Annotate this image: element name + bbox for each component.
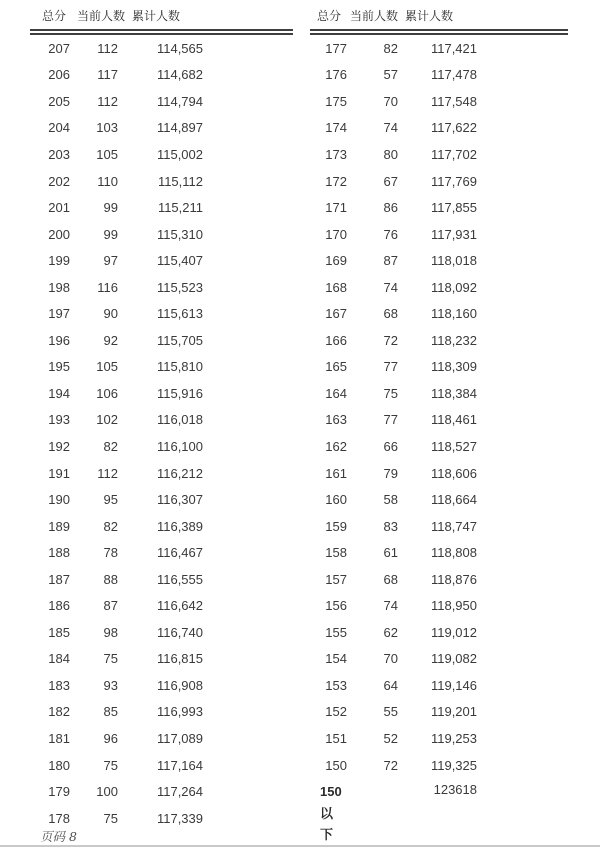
cumulative-count-cell: 116,018 (156, 412, 203, 428)
score-cell: 181 (48, 730, 70, 746)
cumulative-count-cell: 115,705 (156, 332, 203, 348)
cumulative-count-cell: 117,622 (430, 120, 477, 136)
table-rows-left (30, 35, 293, 831)
score-cell: 193 (48, 412, 70, 428)
table-row (30, 194, 293, 221)
table-row (30, 88, 293, 115)
below-150-cumulative-value: 123618 (433, 782, 477, 798)
score-cell: 187 (48, 571, 70, 587)
table-row (310, 327, 568, 354)
table-row (30, 247, 293, 274)
score-cell: 194 (48, 385, 70, 401)
table-row (30, 433, 293, 460)
table-row (310, 274, 568, 301)
score-cell: 163 (325, 412, 347, 428)
table-row (30, 486, 293, 513)
table-row (30, 35, 293, 62)
table-row (30, 778, 293, 805)
table-row (310, 141, 568, 168)
score-cell: 198 (48, 279, 70, 295)
table-row (310, 88, 568, 115)
cumulative-count-cell: 118,160 (430, 306, 477, 322)
cumulative-count-cell: 115,916 (156, 385, 203, 401)
current-count-cell: 80 (383, 146, 398, 162)
cumulative-count-cell: 118,018 (430, 253, 477, 269)
cumulative-count-cell: 116,467 (156, 545, 203, 561)
score-cell: 175 (325, 93, 347, 109)
score-cell: 150 (325, 757, 347, 773)
current-count-cell: 77 (383, 412, 398, 428)
current-count-cell: 75 (103, 757, 118, 773)
current-count-cell: 116 (97, 279, 118, 295)
current-count-cell: 52 (383, 730, 398, 746)
below-150-row (310, 781, 568, 846)
cumulative-count-cell: 115,523 (156, 279, 203, 295)
score-cell: 200 (48, 226, 70, 242)
table-row (310, 35, 568, 62)
cumulative-count-cell: 118,606 (430, 465, 477, 481)
table-row (310, 539, 568, 566)
score-cell: 152 (325, 704, 347, 720)
score-cell: 205 (48, 93, 70, 109)
cumulative-count-cell: 117,339 (156, 810, 203, 826)
score-cell: 161 (325, 465, 347, 481)
score-cell: 166 (325, 332, 347, 348)
cumulative-count-cell: 116,307 (156, 492, 203, 508)
current-count-cell: 76 (383, 226, 398, 242)
table-row (310, 460, 568, 487)
current-count-cell: 103 (96, 120, 118, 136)
current-count-cell: 106 (96, 385, 118, 401)
score-cell: 177 (325, 40, 347, 56)
table-row (30, 699, 293, 726)
score-cell: 176 (325, 67, 347, 83)
table-row (310, 752, 568, 779)
current-count-cell: 75 (103, 651, 118, 667)
score-cell: 191 (48, 465, 70, 481)
cumulative-count-cell: 115,407 (156, 253, 203, 269)
table-row (310, 115, 568, 142)
header-cumulative-count: 累计人数 (132, 9, 181, 23)
table-row (310, 672, 568, 699)
below-150-label (310, 781, 347, 846)
header-cumulative-count: 累计人数 (405, 9, 454, 23)
score-cell: 169 (325, 253, 347, 269)
current-count-cell: 77 (383, 359, 398, 375)
below-150-label-line: 150 (320, 784, 342, 800)
current-count-cell: 55 (383, 704, 398, 720)
score-cell: 173 (325, 146, 347, 162)
current-count-cell: 78 (103, 545, 118, 561)
current-count-cell: 74 (383, 598, 398, 614)
score-cell: 174 (325, 120, 347, 136)
table-header-right (310, 0, 568, 29)
score-cell: 153 (325, 677, 347, 693)
cumulative-count-cell: 116,740 (156, 624, 203, 640)
cumulative-count-cell: 116,642 (156, 598, 203, 614)
current-count-cell: 68 (383, 571, 398, 587)
current-count-cell: 99 (103, 200, 118, 216)
score-cell: 199 (48, 253, 70, 269)
score-cell: 162 (325, 438, 347, 454)
score-cell: 178 (48, 810, 70, 826)
current-count-cell: 74 (383, 279, 398, 295)
score-table-right (310, 0, 568, 846)
current-count-cell: 64 (383, 677, 398, 693)
score-cell: 185 (48, 624, 70, 640)
header-current-count: 当前人数 (77, 9, 126, 23)
cumulative-count-cell: 118,950 (430, 598, 477, 614)
cumulative-count-cell: 117,164 (156, 757, 203, 773)
table-row (30, 566, 293, 593)
score-cell: 151 (325, 730, 347, 746)
cumulative-count-cell: 118,309 (430, 359, 477, 375)
score-cell: 172 (325, 173, 347, 189)
current-count-cell: 117 (97, 67, 118, 83)
table-header-left (30, 0, 293, 29)
cumulative-count-cell: 117,421 (430, 40, 477, 56)
score-cell: 192 (48, 438, 70, 454)
header-score: 总分 (42, 9, 67, 23)
table-row (30, 539, 293, 566)
current-count-cell: 100 (96, 784, 118, 800)
score-cell: 167 (325, 306, 347, 322)
score-cell: 195 (48, 359, 70, 375)
cumulative-count-cell: 116,555 (156, 571, 203, 587)
below-150-label-line: 以 (320, 805, 334, 821)
current-count-cell: 72 (383, 332, 398, 348)
current-count-cell: 75 (103, 810, 118, 826)
current-count-cell: 98 (103, 624, 118, 640)
cumulative-count-cell: 115,810 (156, 359, 203, 375)
score-cell: 164 (325, 385, 347, 401)
table-row (310, 725, 568, 752)
current-count-cell: 82 (103, 438, 118, 454)
current-count-cell: 95 (103, 492, 118, 508)
header-current-count: 当前人数 (350, 9, 399, 23)
score-cell: 196 (48, 332, 70, 348)
current-count-cell: 79 (383, 465, 398, 481)
cumulative-count-cell: 118,384 (430, 385, 477, 401)
current-count-cell: 102 (96, 412, 118, 428)
table-row (310, 247, 568, 274)
score-cell: 204 (48, 120, 70, 136)
score-cell: 165 (325, 359, 347, 375)
cumulative-count-cell: 118,664 (430, 492, 477, 508)
table-row (310, 354, 568, 381)
table-row (310, 380, 568, 407)
score-cell: 201 (48, 200, 70, 216)
cumulative-count-cell: 117,931 (430, 226, 477, 242)
cumulative-count-cell: 116,993 (156, 704, 203, 720)
score-cell: 206 (48, 67, 70, 83)
cumulative-count-cell: 116,212 (156, 465, 203, 481)
cumulative-count-cell: 117,769 (430, 173, 477, 189)
table-row (30, 513, 293, 540)
header-score: 总分 (317, 9, 342, 23)
current-count-cell: 70 (383, 651, 398, 667)
cumulative-count-cell: 115,613 (156, 306, 203, 322)
score-cell: 179 (48, 784, 70, 800)
cumulative-count-cell: 116,908 (156, 677, 203, 693)
score-cell: 154 (325, 651, 347, 667)
cumulative-count-cell: 114,682 (156, 67, 203, 83)
score-cell: 158 (325, 545, 347, 561)
score-cell: 182 (48, 704, 70, 720)
score-cell: 202 (48, 173, 70, 189)
current-count-cell: 112 (97, 93, 118, 109)
current-count-cell: 72 (383, 757, 398, 773)
cumulative-count-cell: 117,264 (156, 784, 203, 800)
cumulative-count-cell: 118,876 (430, 571, 477, 587)
cumulative-count-cell: 119,146 (430, 677, 477, 693)
score-cell: 197 (48, 306, 70, 322)
table-row (30, 460, 293, 487)
table-row (310, 62, 568, 89)
current-count-cell: 58 (383, 492, 398, 508)
current-count-cell: 67 (383, 173, 398, 189)
table-row (30, 619, 293, 646)
current-count-cell: 93 (103, 677, 118, 693)
cumulative-count-cell: 115,002 (156, 146, 203, 162)
cumulative-count-cell: 118,527 (430, 438, 477, 454)
cumulative-count-cell: 117,702 (430, 146, 477, 162)
cumulative-count-cell: 118,747 (430, 518, 477, 534)
page-number: 页码 8 (40, 829, 77, 844)
score-cell: 156 (325, 598, 347, 614)
cumulative-count-cell: 115,112 (157, 173, 203, 189)
score-cell: 155 (325, 624, 347, 640)
current-count-cell: 97 (103, 253, 118, 269)
table-row (30, 327, 293, 354)
current-count-cell: 88 (103, 571, 118, 587)
score-cell: 207 (48, 40, 70, 56)
score-cell: 157 (325, 571, 347, 587)
cumulative-count-cell: 116,100 (156, 438, 203, 454)
current-count-cell: 61 (383, 545, 398, 561)
current-count-cell: 87 (103, 598, 118, 614)
score-cell: 168 (325, 279, 347, 295)
table-row (30, 672, 293, 699)
current-count-cell: 112 (97, 40, 118, 56)
score-cell: 160 (325, 492, 347, 508)
table-row (310, 194, 568, 221)
table-row (30, 646, 293, 673)
table-row (310, 300, 568, 327)
current-count-cell: 85 (103, 704, 118, 720)
table-row (310, 407, 568, 434)
cumulative-count-cell: 118,232 (430, 332, 477, 348)
cumulative-count-cell: 114,897 (156, 120, 203, 136)
score-cell: 183 (48, 677, 70, 693)
current-count-cell: 105 (96, 146, 118, 162)
score-cell: 190 (48, 492, 70, 508)
table-row (310, 168, 568, 195)
table-row (310, 592, 568, 619)
current-count-cell: 57 (383, 67, 398, 83)
score-cell: 186 (48, 598, 70, 614)
table-row (310, 433, 568, 460)
table-row (30, 168, 293, 195)
current-count-cell: 82 (383, 40, 398, 56)
score-cell: 171 (325, 200, 347, 216)
score-cell: 188 (48, 545, 70, 561)
table-row (30, 354, 293, 381)
cumulative-count-cell: 119,201 (430, 704, 477, 720)
score-table-left (30, 0, 293, 831)
cumulative-count-cell: 119,325 (430, 757, 477, 773)
score-cell: 180 (48, 757, 70, 773)
current-count-cell: 99 (103, 226, 118, 242)
cumulative-count-cell: 117,855 (430, 200, 477, 216)
cumulative-count-cell: 115,310 (156, 226, 203, 242)
table-row (310, 646, 568, 673)
table-row (310, 619, 568, 646)
cumulative-count-cell: 119,012 (430, 624, 477, 640)
table-row (30, 407, 293, 434)
current-count-cell: 86 (383, 200, 398, 216)
table-row (310, 221, 568, 248)
score-cell: 189 (48, 518, 70, 534)
current-count-cell: 105 (96, 359, 118, 375)
score-cell: 170 (325, 226, 347, 242)
cumulative-count-cell: 116,815 (156, 651, 203, 667)
cumulative-count-cell: 117,478 (430, 67, 477, 83)
table-row (310, 566, 568, 593)
cumulative-count-cell: 114,565 (156, 40, 203, 56)
current-count-cell: 62 (383, 624, 398, 640)
table-row (30, 141, 293, 168)
cumulative-count-cell: 118,808 (430, 545, 477, 561)
current-count-cell: 83 (383, 518, 398, 534)
current-count-cell: 87 (383, 253, 398, 269)
cumulative-count-cell: 119,253 (430, 730, 477, 746)
score-cell: 203 (48, 146, 70, 162)
table-rows-right (310, 35, 568, 778)
cumulative-count-cell: 116,389 (156, 518, 203, 534)
current-count-cell: 68 (383, 306, 398, 322)
table-row (30, 725, 293, 752)
current-count-cell: 74 (383, 120, 398, 136)
current-count-cell: 112 (97, 465, 118, 481)
cumulative-count-cell: 117,089 (156, 730, 203, 746)
table-row (30, 592, 293, 619)
cumulative-count-cell: 118,092 (430, 279, 477, 295)
current-count-cell: 66 (383, 438, 398, 454)
below-150-label-line: 下 (320, 827, 334, 843)
table-row (30, 274, 293, 301)
table-row (310, 486, 568, 513)
table-row (30, 380, 293, 407)
cumulative-count-cell: 114,794 (156, 93, 203, 109)
table-row (30, 752, 293, 779)
table-row (30, 62, 293, 89)
current-count-cell: 110 (97, 173, 118, 189)
table-row (30, 300, 293, 327)
current-count-cell: 90 (103, 306, 118, 322)
bottom-divider (0, 845, 600, 847)
current-count-cell: 75 (383, 385, 398, 401)
cumulative-count-cell: 119,082 (430, 651, 477, 667)
current-count-cell: 92 (103, 332, 118, 348)
table-row (310, 699, 568, 726)
cumulative-count-cell: 118,461 (430, 412, 477, 428)
table-row (310, 513, 568, 540)
current-count-cell: 70 (383, 93, 398, 109)
cumulative-count-cell: 115,211 (157, 200, 203, 216)
score-cell: 159 (325, 518, 347, 534)
table-row (30, 221, 293, 248)
table-row (30, 115, 293, 142)
current-count-cell: 82 (103, 518, 118, 534)
cumulative-count-cell: 117,548 (430, 93, 477, 109)
score-cell: 184 (48, 651, 70, 667)
current-count-cell: 96 (103, 730, 118, 746)
